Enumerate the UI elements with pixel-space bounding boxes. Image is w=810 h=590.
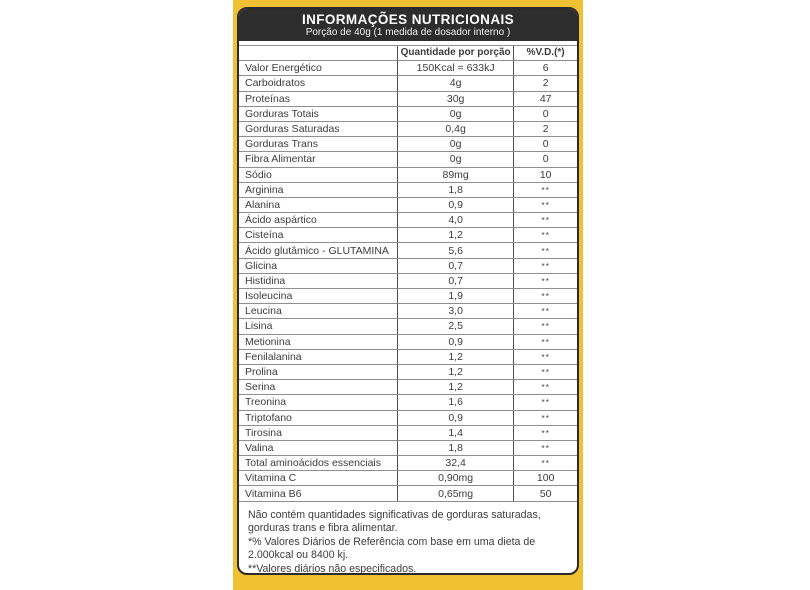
nutrient-name-cell: Treonina <box>239 395 397 410</box>
table-header-row <box>239 46 577 61</box>
table-row <box>239 167 577 182</box>
footnote-unspecified-daily-values: **Valores diários não especificados. <box>248 562 417 575</box>
nutrient-name-cell: Vitamina C <box>239 471 397 486</box>
table-row <box>239 364 577 379</box>
nutrient-dailyvalue-cell: ** <box>514 243 577 258</box>
table-row <box>239 440 577 455</box>
table-row <box>239 471 577 486</box>
nutrient-quantity-cell: 0,9 <box>397 334 513 349</box>
nutrient-quantity-cell: 1,2 <box>397 228 513 243</box>
nutrient-dailyvalue-cell: 6 <box>514 61 577 76</box>
nutrient-dailyvalue-cell: 50 <box>514 486 577 501</box>
table-row <box>239 289 577 304</box>
nutrient-dailyvalue-cell: ** <box>514 273 577 288</box>
nutrient-dailyvalue-cell: ** <box>514 304 577 319</box>
nutrient-quantity-cell: 0,9 <box>397 197 513 212</box>
nutrient-name-cell: Alanina <box>239 197 397 212</box>
nutrient-dailyvalue-cell: 2 <box>514 76 577 91</box>
nutrient-quantity-cell: 150Kcal = 633kJ <box>397 61 513 76</box>
nutrient-name-cell: Metionina <box>239 334 397 349</box>
nutrient-dailyvalue-cell: ** <box>514 319 577 334</box>
nutrient-dailyvalue-cell: 47 <box>514 91 577 106</box>
nutrient-name-cell: Fenilalanina <box>239 349 397 364</box>
table-row <box>239 258 577 273</box>
table-row <box>239 121 577 136</box>
nutrient-quantity-cell: 5,6 <box>397 243 513 258</box>
nutrient-name-cell: Isoleucina <box>239 289 397 304</box>
table-row <box>239 395 577 410</box>
nutrient-name-cell: Carboidratos <box>239 76 397 91</box>
nutrient-name-cell: Gorduras Trans <box>239 137 397 152</box>
table-row <box>239 425 577 440</box>
table-row <box>239 319 577 334</box>
nutrient-dailyvalue-cell: ** <box>514 213 577 228</box>
nutrient-dailyvalue-cell: ** <box>514 349 577 364</box>
nutrition-label-card <box>237 7 579 575</box>
col-header-empty <box>239 46 397 61</box>
nutrient-quantity-cell: 1,2 <box>397 349 513 364</box>
table-row <box>239 410 577 425</box>
footnote-significant-amounts: Não contém quantidades significativas de gorduras saturadas, gorduras trans e fibra alimentar. <box>248 508 541 535</box>
table-row <box>239 273 577 288</box>
nutrient-name-cell: Ácido aspártico <box>239 213 397 228</box>
nutrient-quantity-cell: 89mg <box>397 167 513 182</box>
nutrient-quantity-cell: 0,7 <box>397 273 513 288</box>
nutrient-name-cell: Histidina <box>239 273 397 288</box>
nutrient-name-cell: Valor Energético <box>239 61 397 76</box>
nutrition-table <box>239 45 577 502</box>
nutrient-dailyvalue-cell: ** <box>514 258 577 273</box>
nutrient-dailyvalue-cell: ** <box>514 410 577 425</box>
table-row <box>239 61 577 76</box>
nutrient-dailyvalue-cell: 100 <box>514 471 577 486</box>
nutrient-name-cell: Arginina <box>239 182 397 197</box>
nutrient-name-cell: Gorduras Totais <box>239 106 397 121</box>
nutrient-quantity-cell: 0g <box>397 152 513 167</box>
col-header-vd: %V.D.(*) <box>514 46 577 61</box>
nutrient-name-cell: Leucina <box>239 304 397 319</box>
label-header <box>239 9 577 41</box>
nutrient-quantity-cell: 1,6 <box>397 395 513 410</box>
nutrient-name-cell: Glicina <box>239 258 397 273</box>
nutrient-dailyvalue-cell: ** <box>514 334 577 349</box>
nutrient-dailyvalue-cell: ** <box>514 228 577 243</box>
nutrient-quantity-cell: 1,8 <box>397 182 513 197</box>
nutrient-quantity-cell: 4g <box>397 76 513 91</box>
nutrient-name-cell: Sódio <box>239 167 397 182</box>
nutrient-quantity-cell: 1,9 <box>397 289 513 304</box>
nutrient-quantity-cell: 0,4g <box>397 121 513 136</box>
table-row <box>239 76 577 91</box>
nutrient-name-cell: Serina <box>239 380 397 395</box>
nutrient-name-cell: Triptofano <box>239 410 397 425</box>
table-row <box>239 228 577 243</box>
nutrient-name-cell: Ácido glutâmico - GLUTAMINA <box>239 243 397 258</box>
nutrient-dailyvalue-cell: ** <box>514 364 577 379</box>
label-title: INFORMAÇÕES NUTRICIONAIS <box>301 12 515 27</box>
table-row <box>239 456 577 471</box>
nutrient-dailyvalue-cell: 10 <box>514 167 577 182</box>
nutrient-name-cell: Lisina <box>239 319 397 334</box>
nutrient-quantity-cell: 0,90mg <box>397 471 513 486</box>
col-header-quantity: Quantidade por porção <box>397 46 513 61</box>
nutrient-name-cell: Vitamina B6 <box>239 486 397 501</box>
table-row <box>239 304 577 319</box>
table-row <box>239 486 577 501</box>
table-row <box>239 106 577 121</box>
table-row <box>239 213 577 228</box>
label-footnotes <box>239 502 577 575</box>
nutrient-name-cell: Total aminoácidos essenciais <box>239 456 397 471</box>
nutrient-quantity-cell: 3,0 <box>397 304 513 319</box>
table-row <box>239 197 577 212</box>
table-row <box>239 152 577 167</box>
nutrient-quantity-cell: 0,9 <box>397 410 513 425</box>
nutrient-quantity-cell: 1,2 <box>397 364 513 379</box>
nutrient-dailyvalue-cell: 0 <box>514 137 577 152</box>
nutrient-dailyvalue-cell: ** <box>514 289 577 304</box>
footnote-daily-values-reference: *% Valores Diários de Referência com base em uma dieta de 2.000kcal ou 8400 kj. <box>248 535 536 562</box>
table-row <box>239 380 577 395</box>
label-background-panel <box>233 0 583 590</box>
nutrient-quantity-cell: 32,4 <box>397 456 513 471</box>
nutrient-quantity-cell: 30g <box>397 91 513 106</box>
nutrient-name-cell: Valina <box>239 440 397 455</box>
nutrient-quantity-cell: 2,5 <box>397 319 513 334</box>
nutrient-dailyvalue-cell: ** <box>514 380 577 395</box>
nutrient-dailyvalue-cell: 2 <box>514 121 577 136</box>
nutrient-quantity-cell: 0,65mg <box>397 486 513 501</box>
nutrient-dailyvalue-cell: ** <box>514 182 577 197</box>
table-row <box>239 182 577 197</box>
nutrient-name-cell: Tirosina <box>239 425 397 440</box>
nutrient-dailyvalue-cell: ** <box>514 456 577 471</box>
nutrient-dailyvalue-cell: ** <box>514 425 577 440</box>
nutrient-quantity-cell: 1,4 <box>397 425 513 440</box>
nutrient-dailyvalue-cell: ** <box>514 395 577 410</box>
nutrient-quantity-cell: 1,8 <box>397 440 513 455</box>
nutrient-name-cell: Proteínas <box>239 91 397 106</box>
table-row <box>239 349 577 364</box>
table-row <box>239 91 577 106</box>
nutrient-quantity-cell: 0g <box>397 106 513 121</box>
nutrient-quantity-cell: 1,2 <box>397 380 513 395</box>
nutrient-dailyvalue-cell: ** <box>514 197 577 212</box>
table-row <box>239 137 577 152</box>
nutrient-dailyvalue-cell: 0 <box>514 106 577 121</box>
nutrient-quantity-cell: 0,7 <box>397 258 513 273</box>
nutrient-quantity-cell: 0g <box>397 137 513 152</box>
nutrient-name-cell: Cisteína <box>239 228 397 243</box>
label-subtitle: Porção de 40g (1 medida de dosador interno ) <box>305 27 511 38</box>
nutrient-name-cell: Prolina <box>239 364 397 379</box>
nutrient-dailyvalue-cell: ** <box>514 440 577 455</box>
nutrient-quantity-cell: 4,0 <box>397 213 513 228</box>
table-row <box>239 334 577 349</box>
table-row <box>239 243 577 258</box>
nutrient-dailyvalue-cell: 0 <box>514 152 577 167</box>
nutrient-name-cell: Fibra Alimentar <box>239 152 397 167</box>
nutrient-name-cell: Gorduras Saturadas <box>239 121 397 136</box>
